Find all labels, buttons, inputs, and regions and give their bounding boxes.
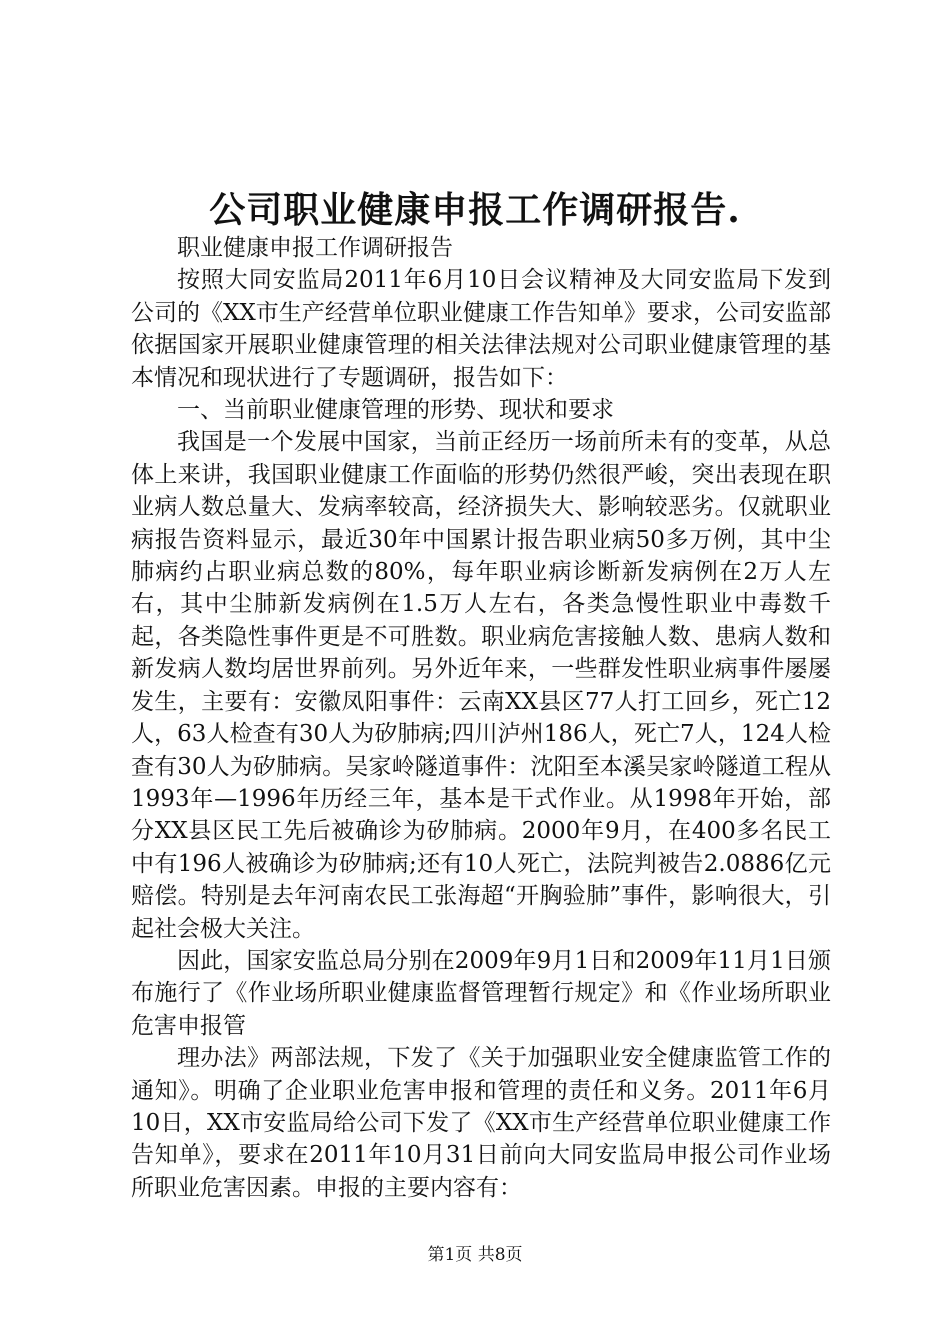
document-title: 公司职业健康申报工作调研报告. xyxy=(209,189,741,231)
document-body xyxy=(131,232,831,1204)
body-paragraph: 因此，国家安监总局分别在2009年9月1日和2009年11月1日颁布施行了《作业场所职业健康监督管理暂行规定》和《作业场所职业危害申报管 xyxy=(131,947,831,1039)
section-heading: 一、当前职业健康管理的形势、现状和要求 xyxy=(177,397,614,424)
intro-paragraph: 按照大同安监局2011年6月10日会议精神及大同安监局下发到公司的《XX市生产经营单位职业健康工作告知单》要求，公司安监部依据国家开展职业健康管理的相关法律法规对公司职业健康管理的基本情况和现状进行了专题调研，报告如下： xyxy=(131,267,831,391)
page-footer: 第1页 共8页 xyxy=(427,1245,523,1265)
body-paragraph: 理办法》两部法规，下发了《关于加强职业安全健康监管工作的通知》。明确了企业职业危害申报和管理的责任和义务。2011年6月10日，XX市安监局给公司下发了《XX市生产经营单位职业健康工作告知单》，要求在2011年10月31日前向大同安监局申报公司作业场所职业危害因素。申报的主要内容有： xyxy=(131,1045,831,1201)
body-paragraph: 我国是一个发展中国家，当前正经历一场前所未有的变革，从总体上来讲，我国职业健康工作面临的形势仍然很严峻，突出表现在职业病人数总量大、发病率较高，经济损失大、影响较恶劣。仅就职业病报告资料显示，最近30年中国累计报告职业病50多万例，其中尘肺病约占职业病总数的80%，每年职业病诊断新发病例在2万人左右，其中尘肺新发病例在1.5万人左右，各类急慢性职业中毒数千起，各类隐性事件更是不可胜数。职业病危害接触人数、患病人数和新发病人数均居世界前列。另外近年来，一些群发性职业病事件屡屡发生，主要有：安徽凤阳事件：云南XX县区77人打工回乡，死亡12人，63人检查有30人为矽肺病;四川泸州186人，死亡7人，124人检查有30人为矽肺病。吴家岭隧道事件：沈阳至本溪吴家岭隧道工程从1993年—1996年历经三年，基本是干式作业。从1998年开始，部分XX县区民工先后被确诊为矽肺病。2000年9月，在400多名民工中有196人被确诊为矽肺病;还有10人死亡，法院判被告2.0886亿元赔偿。特别是去年河南农民工张海超“开胸验肺”事件，影响很大，引起社会极大关注。 xyxy=(131,429,831,942)
subtitle-paragraph: 职业健康申报工作调研报告 xyxy=(177,235,453,261)
